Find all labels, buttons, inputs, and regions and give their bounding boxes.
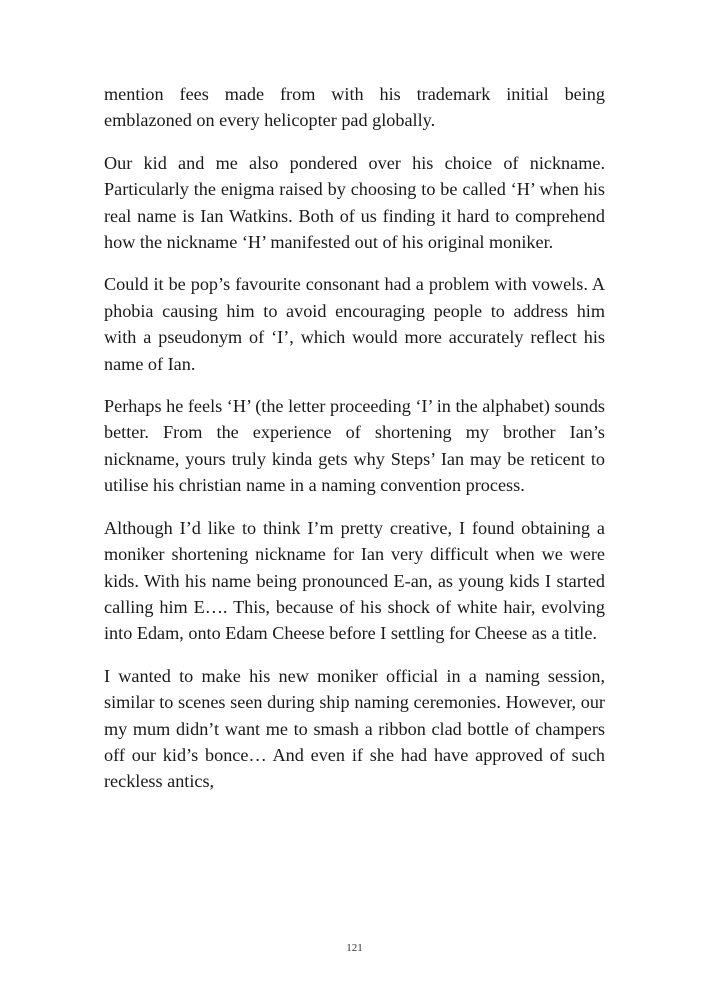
paragraph-3: Could it be pop’s favourite consonant had a problem with vowels. A phobia causing him to avoid encouraging people to address him with a pseudonym of ‘I’, which would more accurately reflect his name of Ian. (104, 274, 605, 374)
page-number: 121 (346, 942, 363, 954)
paragraph-2: Our kid and me also pondered over his choice of nickname. Particularly the enigma raised by choosing to be called ‘H’ when his real name is Ian Watkins. Both of us finding it hard to comprehend how the nickname ‘H’ manifested out of his original moniker. (104, 152, 605, 253)
page-body (104, 81, 605, 811)
paragraph-1: mention fees made from with his trademark initial being emblazoned on every helicopter pad globally. (104, 84, 605, 131)
paragraph-4: Perhaps he feels ‘H’ (the letter proceeding ‘I’ in the alphabet) sounds better. From the experience of shortening my brother Ian’s nickname, yours truly kinda gets why Steps’ Ian may be reticent to utilise his christian name in a naming convention process. (104, 396, 605, 496)
paragraph-5: Although I’d like to think I’m pretty creative, I found obtaining a moniker shortening nickname for Ian very difficult when we were kids. With his name being pronounced E-an, as young kids I started calling him E…. This, because of his shock of white hair, evolving into Edam, onto Edam Cheese before I settling for Cheese as a title. (104, 517, 605, 644)
paragraph-6: I wanted to make his new moniker official in a naming session, similar to scenes seen during ship naming ceremonies. However, our my mum didn’t want me to smash a ribbon clad bottle of champers off our kid’s bonce… And even if she had have approved of such reckless antics, (104, 665, 605, 792)
